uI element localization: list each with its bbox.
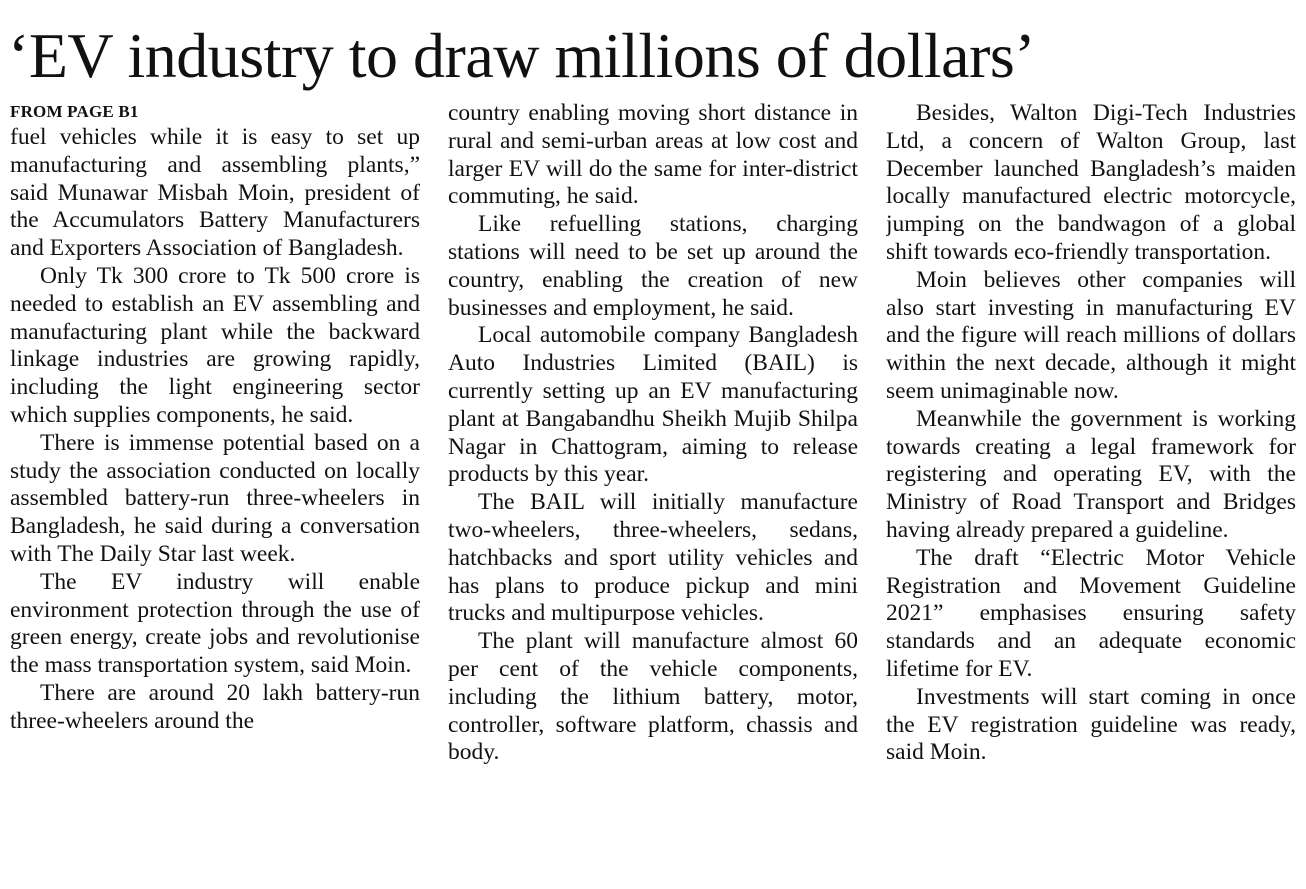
paragraph: Investments will start coming in once the EV registration guideline was ready, said Moin. — [886, 683, 1296, 766]
paragraph: Meanwhile the government is working towards creating a legal framework for registering and operating EV, with the Ministry of Road Transport and Bridges having already prepared a guideline. — [886, 405, 1296, 543]
paragraph: Like refuelling stations, charging stations will need to be set up around the country, enabling the creation of new businesses and employment, he said. — [448, 211, 858, 321]
paragraph: The draft “Electric Motor Vehicle Registration and Movement Guideline 2021” emphasises ensuring safety standards and an adequate economic lifetime for EV. — [886, 544, 1296, 682]
article-headline: ‘EV industry to draw millions of dollars’ — [8, 20, 1036, 91]
paragraph: Moin believes other companies will also start investing in manufacturing EV and the figure will reach millions of dollars within the next decade, although it might seem unimaginable now. — [886, 266, 1296, 404]
article-column-2 — [448, 100, 858, 880]
paragraph: Local automobile company Bangladesh Auto Industries Limited (BAIL) is currently setting up an EV manufacturing plant at Bangabandhu Sheikh Mujib Shilpa Nagar in Chattogram, aiming to release products by this year. — [448, 322, 858, 488]
paragraph: country enabling moving short distance in rural and semi-urban areas at low cost and larger EV will do the same for inter-district commuting, he said. — [448, 100, 858, 210]
paragraph: Only Tk 300 crore to Tk 500 crore is needed to establish an EV assembling and manufacturing plant while the backward linkage industries are growing rapidly, including the light engineering sector which supplies components, he said. — [10, 262, 420, 428]
continued-from-kicker: FROM PAGE B1 — [10, 102, 139, 121]
paragraph: The plant will manufacture almost 60 per cent of the vehicle components, including the lithium battery, motor, controller, software platform, chassis and body. — [448, 628, 858, 766]
paragraph: fuel vehicles while it is easy to set up manufacturing and assembling plants,” said Munawar Misbah Moin, president of the Accumulators Battery Manufacturers and Exporters Association of Bangladesh. — [10, 124, 420, 262]
paragraph: The BAIL will initially manufacture two-wheelers, three-wheelers, sedans, hatchbacks and sport utility vehicles and has plans to produce pickup and mini trucks and multipurpose vehicles. — [448, 489, 858, 627]
paragraph: The EV industry will enable environment protection through the use of green energy, create jobs and revolutionise the mass transportation system, said Moin. — [10, 568, 420, 679]
article-column-1 — [10, 100, 420, 880]
paragraph: There is immense potential based on a study the association conducted on locally assembled battery-run three-wheelers in Bangladesh, he said during a conversation with The Daily Star last week. — [10, 429, 420, 567]
article-column-3 — [886, 100, 1296, 880]
paragraph: There are around 20 lakh battery-run three-wheelers around the — [10, 679, 420, 734]
paragraph: Besides, Walton Digi-Tech Industries Ltd, a concern of Walton Group, last December launched Bangladesh’s maiden locally manufactured electric motorcycle, jumping on the bandwagon of a global shift towards eco-friendly transportation. — [886, 100, 1296, 265]
